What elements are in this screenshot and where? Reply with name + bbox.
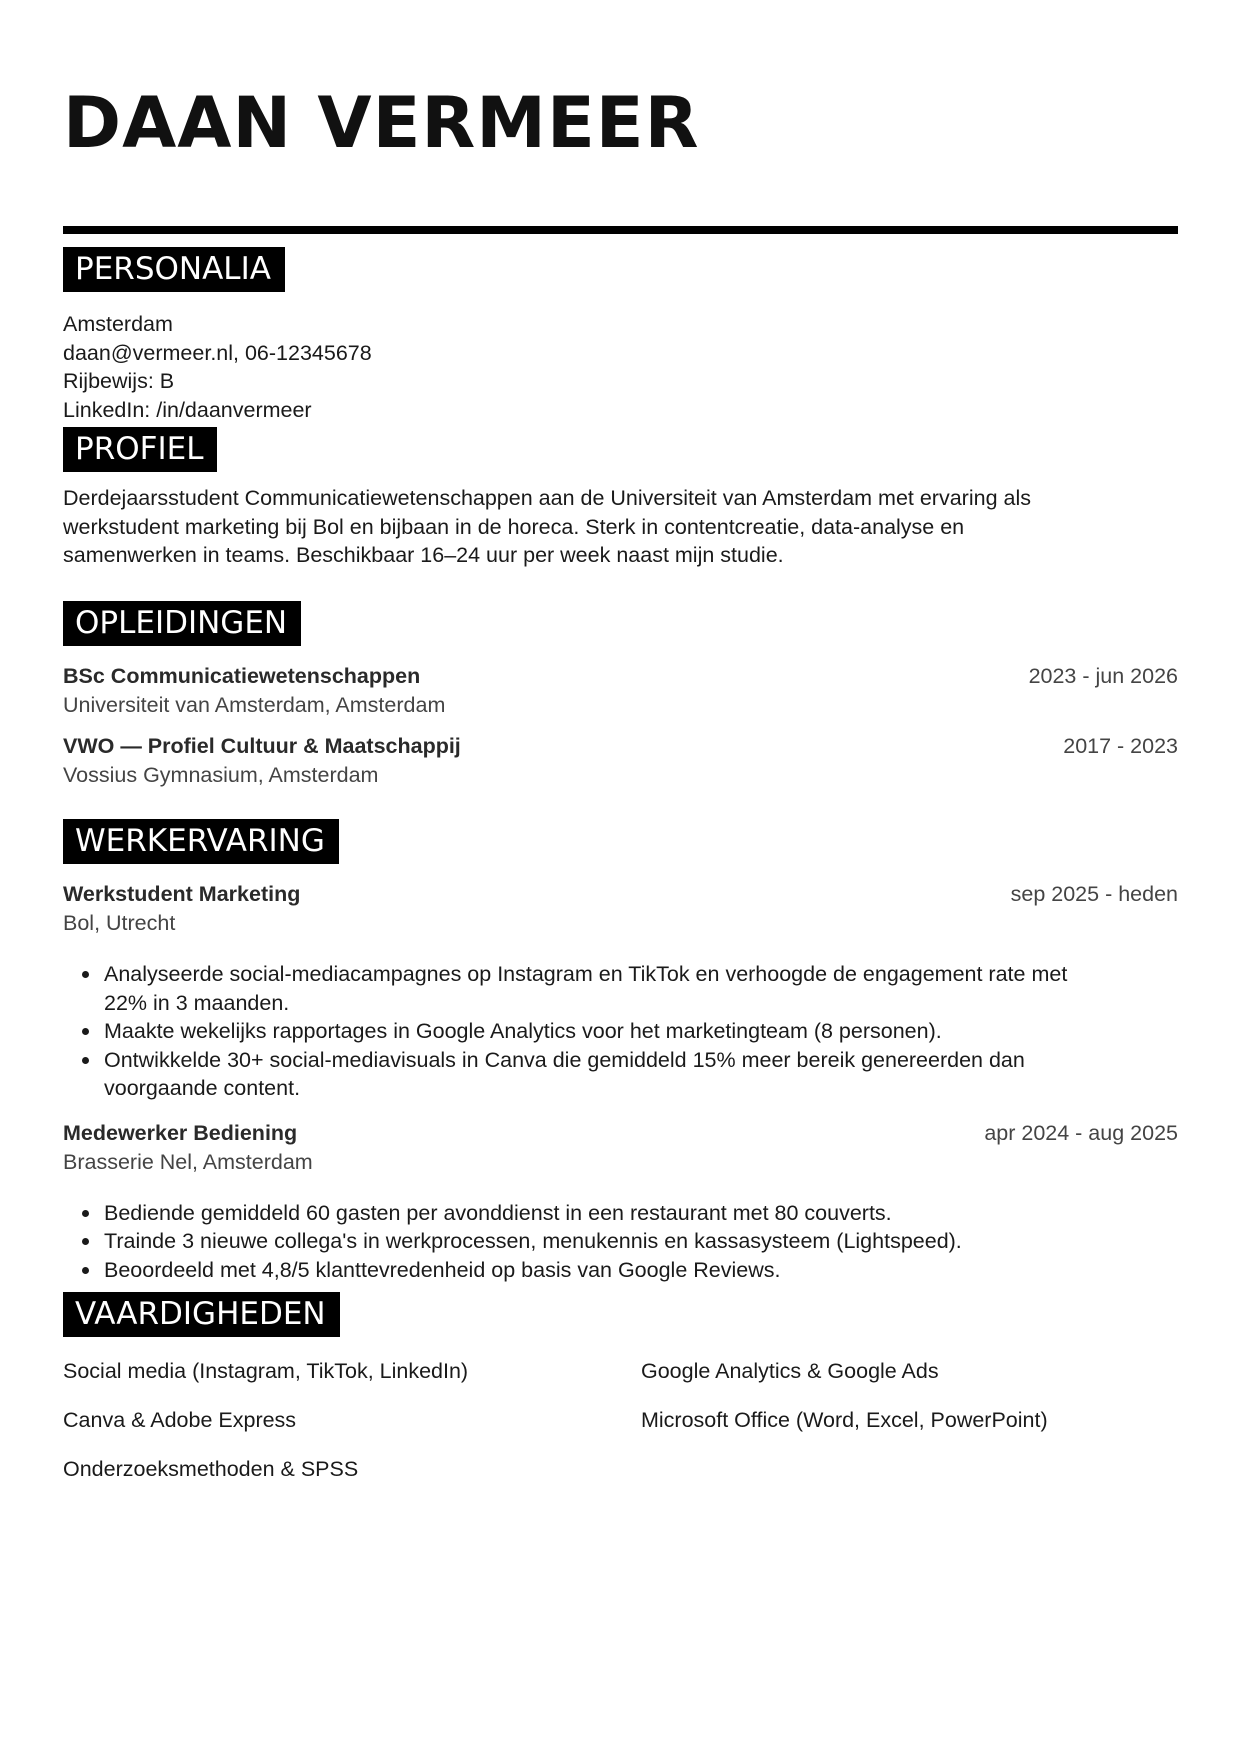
education-entry	[63, 662, 1178, 720]
bullet-line: Trainde 3 nieuwe collega's in werkprocessen, menukennis en kassasysteem (Lightspeed).	[104, 1229, 962, 1253]
education-entry	[63, 732, 1178, 790]
profile-line: samenwerken in teams. Beschikbaar 16–24 uur per week naast mijn studie.	[63, 543, 784, 567]
skills-grid	[63, 1357, 1178, 1483]
section-opleidingen	[63, 601, 1178, 790]
location: Amsterdam	[63, 312, 173, 336]
bullet-item	[104, 960, 1178, 1017]
section-vaardigheden	[63, 1292, 1178, 1483]
skill-item: Canva & Adobe Express	[63, 1408, 297, 1432]
degree-title: VWO — Profiel Cultuur & Maatschappij	[63, 734, 461, 758]
bullet-line: 22% in 3 maanden.	[104, 990, 290, 1015]
personalia-details	[63, 310, 1178, 424]
job-entry	[63, 1119, 1178, 1285]
profile-line: werkstudent marketing bij Bol en bijbaan in de horeca. Sterk in contentcreatie, data-analyse en	[63, 514, 965, 539]
job-achievements	[63, 960, 1178, 1103]
section-heading: VAARDIGHEDEN	[63, 1292, 340, 1337]
employer: Brasserie Nel, Amsterdam	[63, 1149, 313, 1174]
profile-text	[63, 484, 1178, 570]
bullet-line: Bediende gemiddeld 60 gasten per avonddienst in een restaurant met 80 couverts.	[104, 1200, 892, 1225]
employer: Bol, Utrecht	[63, 911, 176, 935]
title-divider	[63, 226, 1178, 234]
period: 2023 - jun 2026	[1028, 664, 1178, 688]
section-heading: PROFIEL	[63, 427, 217, 472]
job-entry	[63, 880, 1178, 1103]
institution: Universiteit van Amsterdam, Amsterdam	[63, 693, 446, 717]
section-heading: PERSONALIA	[63, 247, 285, 292]
bullet-item	[104, 1256, 1178, 1285]
section-profiel	[63, 427, 1178, 570]
skill-item: Microsoft Office (Word, Excel, PowerPoint)	[641, 1408, 1048, 1432]
job-title: Werkstudent Marketing	[63, 882, 301, 906]
period: 2017 - 2023	[1063, 734, 1178, 758]
institution: Vossius Gymnasium, Amsterdam	[63, 763, 379, 787]
bullet-line: voorgaande content.	[104, 1076, 301, 1100]
bullet-item	[104, 1199, 1178, 1228]
contact-info: daan@vermeer.nl, 06-12345678	[63, 340, 372, 365]
section-personalia	[63, 247, 1178, 424]
period: apr 2024 - aug 2025	[984, 1120, 1178, 1145]
skill-item: Social media (Instagram, TikTok, LinkedIn)	[63, 1359, 469, 1383]
skill-item: Onderzoeksmethoden & SPSS	[63, 1457, 359, 1481]
bullet-item	[104, 1017, 1178, 1046]
drivers-license: Rijbewijs: B	[63, 369, 175, 393]
bullet-line: Beoordeeld met 4,8/5 klanttevredenheid op basis van Google Reviews.	[104, 1257, 781, 1282]
profile-line: Derdejaarsstudent Communicatiewetenschappen aan de Universiteit van Amsterdam met ervaring als	[63, 486, 1031, 510]
bullet-item	[104, 1227, 1178, 1256]
bullet-line: Maakte wekelijks rapportages in Google Analytics voor het marketingteam (8 personen).	[104, 1019, 942, 1043]
job-achievements	[63, 1199, 1178, 1285]
degree-title: BSc Communicatiewetenschappen	[63, 664, 421, 688]
section-heading: WERKERVARING	[63, 819, 339, 864]
candidate-name: DAAN VERMEER	[63, 82, 700, 164]
skill-item: Google Analytics & Google Ads	[641, 1359, 939, 1383]
job-title: Medewerker Bediening	[63, 1120, 298, 1145]
section-heading: OPLEIDINGEN	[63, 601, 301, 646]
section-werkervaring	[63, 819, 1178, 1284]
bullet-line: Ontwikkelde 30+ social-mediavisuals in Canva die gemiddeld 15% meer bereik genereerden dan	[104, 1047, 1025, 1072]
bullet-item	[104, 1046, 1178, 1103]
linkedin: LinkedIn: /in/daanvermeer	[63, 397, 312, 422]
bullet-line: Analyseerde social-mediacampagnes op Instagram en TikTok en verhoogde de engagement rate met	[104, 962, 1068, 986]
period: sep 2025 - heden	[1010, 882, 1178, 906]
